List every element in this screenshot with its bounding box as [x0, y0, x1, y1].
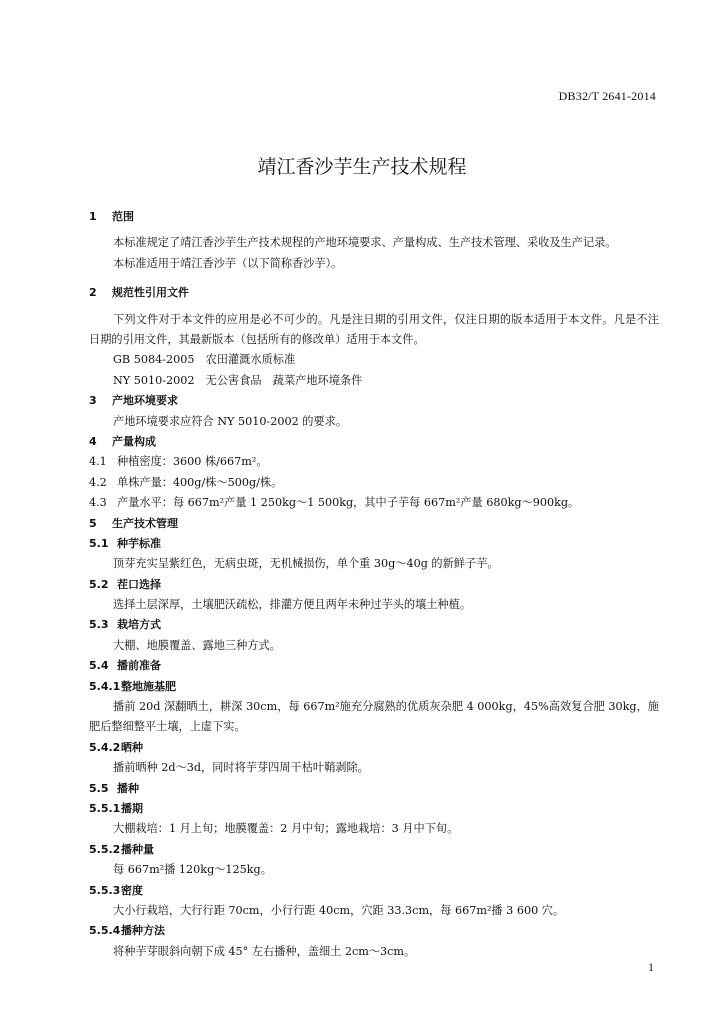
paragraph: 播前 20d 深翻晒土，耕深 30cm，每 667m²施充分腐熟的优质灰杂肥 4 000kg，45%高效复合肥 30kg，施肥后整细整平土壤，上虚下实。: [89, 700, 659, 734]
item-number: 4.2: [89, 475, 107, 489]
subsection-title: 栽培方式: [117, 618, 161, 632]
subsubsection-heading: [89, 921, 659, 941]
subsection-title: 茬口选择: [117, 577, 161, 591]
document-title: 靖江香沙芋生产技术规程: [257, 156, 467, 178]
paragraph: 大小行栽培，大行行距 70cm，小行行距 40cm，穴距 33.3cm，每 667m²播 3 600 穴。: [113, 903, 565, 917]
item-text: 产量水平：每 667m²产量 1 250kg～1 500kg，其中子芋每 667m²产量 680kg～900kg。: [117, 496, 580, 510]
paragraph: 播前晒种 2d～3d，同时将芋芽四周干枯叶鞘剥除。: [113, 761, 369, 775]
subsection-number: 5.5: [89, 781, 109, 795]
subsubsection-heading: [89, 799, 659, 819]
section-title: 产量构成: [112, 434, 156, 448]
paragraph: 每 667m²播 120kg～125kg。: [113, 863, 272, 877]
section-title: 产地环境要求: [112, 394, 178, 408]
list-item: [89, 473, 659, 493]
item-text: 单株产量：400g/株～500g/株。: [117, 475, 283, 489]
paragraph: 大棚、地膜覆盖、露地三种方式。: [113, 638, 281, 652]
section-number: 4: [89, 434, 97, 448]
subsubsection-heading: [89, 840, 659, 860]
paragraph: 将种芋芽眼斜向朝下成 45° 左右播种，盖细土 2cm～3cm。: [113, 944, 416, 958]
subsection-heading: [89, 656, 659, 676]
subsection-heading: [89, 779, 659, 799]
page-number: 1: [648, 960, 654, 974]
item-text: 种植密度：3600 株/667m²。: [117, 455, 268, 469]
subsubsection-number: 5.5.2: [89, 842, 121, 856]
subsubsection-number: 5.5.4: [89, 924, 121, 938]
subsection-number: 5.1: [89, 536, 109, 550]
item-number: 4.3: [89, 496, 107, 510]
reference-item: NY 5010-2002 无公害食品 蔬菜产地环境条件: [113, 373, 363, 387]
list-item: [89, 493, 659, 513]
subsubsection-title: 播种方法: [121, 924, 165, 938]
section-number: 1: [89, 210, 97, 223]
subsubsection-number: 5.4.2: [89, 740, 121, 754]
subsection-title: 播种: [117, 781, 139, 795]
section-number: 5: [89, 516, 97, 530]
subsection-title: 播前准备: [117, 659, 161, 673]
list-item: [89, 452, 659, 472]
subsection-number: 5.4: [89, 659, 109, 673]
section-heading: [89, 283, 659, 303]
subsection-heading: [89, 534, 659, 554]
section-number: 2: [89, 286, 97, 300]
document-number: DB32/T 2641-2014: [558, 89, 656, 103]
subsubsection-number: 5.4.1: [89, 679, 121, 693]
paragraph: 产地环境要求应符合 NY 5010-2002 的要求。: [113, 414, 348, 428]
section-title: 生产技术管理: [112, 516, 178, 530]
subsubsection-title: 晒种: [121, 740, 143, 754]
subsection-heading: [89, 575, 659, 595]
section-heading: [89, 432, 659, 452]
paragraph: 本标准适用于靖江香沙芋（以下简称香沙芋）。: [113, 256, 343, 270]
subsubsection-title: 播期: [121, 802, 143, 816]
document-body: [89, 207, 659, 962]
paragraph: 本标准规定了靖江香沙芋生产技术规程的产地环境要求、产量构成、生产技术管理、采收及生产记录。: [113, 236, 617, 250]
subsubsection-heading: [89, 738, 659, 758]
subsection-heading: [89, 615, 659, 635]
subsubsection-number: 5.5.3: [89, 883, 121, 897]
subsection-title: 种芋标准: [117, 536, 161, 550]
subsubsection-title: 播种量: [121, 842, 154, 856]
paragraph: 顶芽充实呈紫红色，无病虫斑，无机械损伤，单个重 30g～40g 的新鲜子芋。: [113, 557, 499, 571]
subsection-number: 5.2: [89, 577, 109, 591]
section-title: 范围: [112, 210, 134, 223]
item-number: 4.1: [89, 455, 107, 469]
section-heading: [89, 391, 659, 411]
subsubsection-heading: [89, 677, 659, 697]
paragraph: 下列文件对于本文件的应用是必不可少的。凡是注日期的引用文件，仅注日期的版本适用于本文件。凡是不注日期的引用文件，其最新版本（包括所有的修改单）适用于本文件。: [89, 312, 659, 346]
reference-item: GB 5084-2005 农田灌溉水质标准: [113, 353, 296, 367]
paragraph: 选择土层深厚，土壤肥沃疏松，排灌方便且两年未种过芋头的壤土种植。: [113, 598, 472, 612]
section-number: 3: [89, 394, 97, 408]
subsection-number: 5.3: [89, 618, 109, 632]
subsubsection-title: 密度: [121, 883, 143, 897]
subsubsection-number: 5.5.1: [89, 802, 121, 816]
section-title: 规范性引用文件: [112, 286, 189, 300]
subsubsection-heading: [89, 881, 659, 901]
section-heading: [89, 514, 659, 534]
paragraph: 大棚栽培：1 月上旬；地膜覆盖：2 月中旬；露地栽培：3 月中下旬。: [113, 822, 459, 836]
section-heading: [89, 207, 659, 227]
subsubsection-title: 整地施基肥: [121, 679, 176, 693]
